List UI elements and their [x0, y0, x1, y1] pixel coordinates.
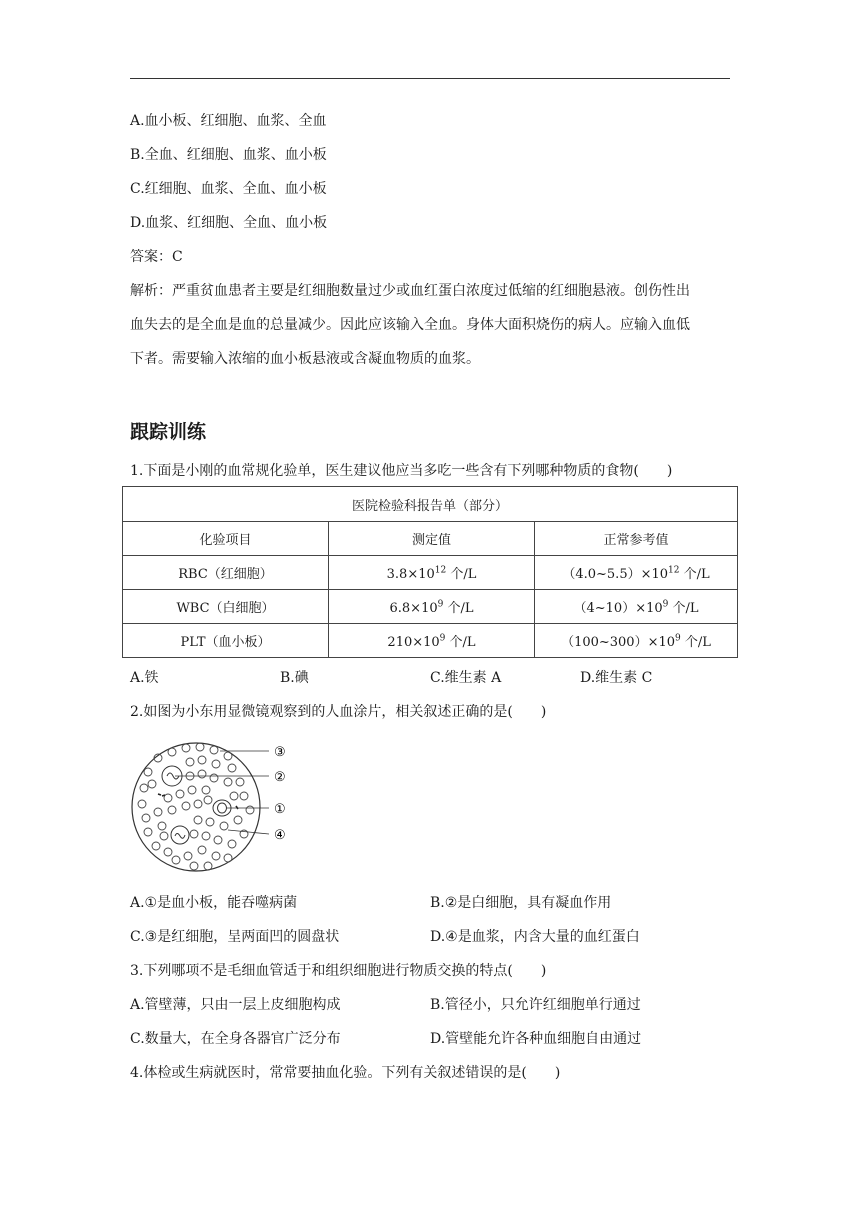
row-item: WBC（白细胞） [123, 590, 329, 624]
q2-option-c: C.③是红细胞，呈两面凹的圆盘状 [130, 929, 340, 945]
red-blood-cell [234, 816, 242, 824]
red-blood-cell [198, 846, 206, 854]
red-blood-cell [246, 806, 254, 814]
red-blood-cell [212, 760, 220, 768]
analysis-line-2: 血失去的是全血是血的总量减少。因此应该输入全血。身体大面积烧伤的病人。应输入血低 [130, 317, 690, 333]
q2-option-d: D.④是血浆，内含大量的血红蛋白 [430, 929, 640, 945]
row-item: PLT（血小板） [123, 624, 329, 658]
red-blood-cell [144, 828, 152, 836]
red-blood-cell [160, 832, 168, 840]
label-2: ② [274, 770, 286, 785]
red-blood-cell [190, 830, 198, 838]
label-1: ① [274, 802, 286, 817]
blood-smear-figure [128, 738, 298, 878]
red-blood-cell [202, 832, 210, 840]
red-blood-cell [206, 818, 214, 826]
q3-option-a: A.管壁薄，只由一层上皮细胞构成 [130, 997, 341, 1013]
red-blood-cell [214, 836, 222, 844]
analysis-line-3: 下者。需要输入浓缩的血小板悬液或含凝血物质的血浆。 [130, 351, 480, 367]
q1-option-d: D.维生素 C [580, 670, 653, 686]
red-blood-cell [172, 856, 180, 864]
row-measured: $210\times 10^9$ 个/L [329, 624, 535, 658]
red-blood-cell [144, 768, 152, 776]
section-title: 跟踪训练 [130, 421, 207, 443]
prev-option-b: B.全血、红细胞、血浆、血小板 [130, 147, 327, 163]
q1-option-b: B.碘 [280, 670, 309, 686]
red-blood-cell [236, 778, 244, 786]
red-blood-cell [154, 808, 162, 816]
red-blood-cell [196, 743, 204, 751]
prev-option-a: A.血小板、红细胞、血浆、全血 [130, 113, 327, 129]
q1-option-c: C.维生素 A [430, 670, 502, 686]
analysis-line-1: 解析：严重贫血患者主要是红细胞数量过少或血红蛋白浓度过低缩的红细胞悬液。创伤性出 [130, 283, 690, 299]
table-row [123, 556, 738, 590]
red-blood-cell [220, 822, 228, 830]
q2-option-a: A.①是血小板，能吞噬病菌 [130, 895, 298, 911]
red-blood-cell [224, 752, 232, 760]
row-reference: $(4.0\sim 5.5)\times 10^{12}$ 个/L [535, 556, 738, 590]
red-blood-cell [168, 806, 176, 814]
header-rule [130, 78, 730, 79]
q1-stem: 1.下面是小刚的血常规化验单，医生建议他应当多吃一些含有下列哪种物质的食物( ) [130, 463, 673, 479]
q4-stem: 4.体检或生病就医时，常常要抽血化验。下列有关叙述错误的是( ) [130, 1065, 561, 1081]
red-blood-cell [164, 848, 172, 856]
q3-stem: 3.下列哪项不是毛细血管适于和组织细胞进行物质交换的特点( ) [130, 963, 547, 979]
red-blood-cell [198, 756, 206, 764]
red-blood-cell [182, 744, 190, 752]
q3-option-b: B.管径小，只允许红细胞单行通过 [430, 997, 641, 1013]
row-reference: $(100\sim 300)\times 10^9$ 个/L [535, 624, 738, 658]
red-blood-cell [228, 840, 236, 848]
table-header-measured: 测定值 [329, 522, 535, 556]
red-blood-cell [228, 764, 236, 772]
prev-option-c: C.红细胞、血浆、全血、血小板 [130, 181, 327, 197]
red-blood-cell [186, 758, 194, 766]
table-header-item: 化验项目 [123, 522, 329, 556]
red-blood-cell [158, 822, 166, 830]
red-blood-cell [190, 862, 198, 870]
table-caption: 医院检验科报告单（部分） [123, 487, 738, 522]
red-blood-cell [168, 748, 176, 756]
table-header-reference: 正常参考值 [535, 522, 738, 556]
table-row [123, 624, 738, 658]
row-reference: $(4\sim 10)\times 10^9$ 个/L [535, 590, 738, 624]
q3-option-c: C.数量大，在全身各器官广泛分布 [130, 1031, 341, 1047]
red-blood-cell [176, 790, 184, 798]
red-blood-cell [184, 852, 192, 860]
red-blood-cell [210, 746, 218, 754]
red-blood-cell [202, 786, 210, 794]
table-row [123, 590, 738, 624]
red-blood-cell [140, 784, 148, 792]
red-blood-cell [212, 852, 220, 860]
q1-option-a: A.铁 [130, 670, 159, 686]
red-blood-cell [210, 774, 218, 782]
q2-stem: 2.如图为小东用显微镜观察到的人血涂片，相关叙述正确的是( ) [130, 704, 547, 720]
lab-report-table [122, 486, 738, 658]
red-blood-cell [230, 792, 238, 800]
red-blood-cell [182, 802, 190, 810]
red-blood-cell [164, 794, 172, 802]
label-3: ③ [274, 745, 286, 760]
q3-option-d: D.管壁能允许各种血细胞自由通过 [430, 1031, 642, 1047]
row-measured: $3.8\times 10^{12}$ 个/L [329, 556, 535, 590]
red-blood-cell [204, 796, 212, 804]
red-blood-cell [142, 814, 150, 822]
red-blood-cell [194, 800, 202, 808]
red-blood-cell [188, 786, 196, 794]
prev-option-d: D.血浆、红细胞、全血、血小板 [130, 215, 328, 231]
red-blood-cell [194, 816, 202, 824]
red-blood-cell [224, 854, 232, 862]
answer: 答案：C [130, 249, 183, 265]
red-blood-cell [240, 792, 248, 800]
row-item: RBC（红细胞） [123, 556, 329, 590]
red-blood-cell [148, 780, 156, 788]
red-blood-cell [204, 862, 212, 870]
red-blood-cell [138, 800, 146, 808]
red-blood-cell [152, 842, 160, 850]
row-measured: $6.8\times 10^9$ 个/L [329, 590, 535, 624]
red-blood-cell [224, 778, 232, 786]
label-4: ④ [274, 828, 286, 843]
red-blood-cell [198, 770, 206, 778]
q2-option-b: B.②是白细胞，具有凝血作用 [430, 895, 612, 911]
